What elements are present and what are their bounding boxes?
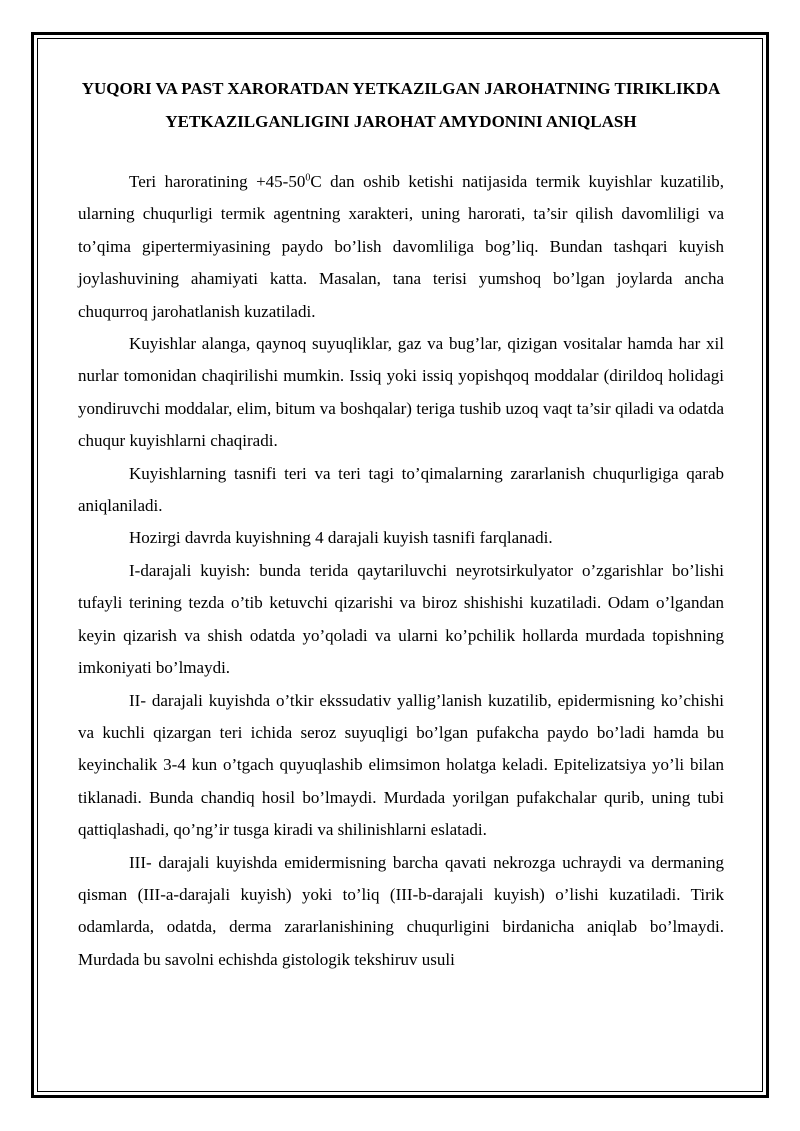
paragraph-degrees: Hozirgi davrda kuyishning 4 darajali kuyish tasnifi farqlanadi. [129,528,553,548]
document-content [78,73,724,976]
document-body [78,166,724,976]
degree-superscript: 0 [305,172,311,184]
paragraph-second-degree: II- darajali kuyishda o’tkir ekssudativ yallig’lanish kuzatilib, epidermisning ko’chishi va kuchli qizargan teri ichida seroz suyuqligi bo’lgan pufakcha paydo bo’ladi hamda bu keyinchalik 3-4 kun o’tgach quyuqlashib elimsimon holatga keladi. Epitelizatsiya yo’li bilan tiklanadi. Bunda chandiq hosil bo’lmaydi. Murdada yorilgan pufakchalar qurib, uning tubi qattiqlashadi, qo’ng’ir tusga kiradi va shilinishlarni eslatadi. [78,690,724,840]
paragraph-first-degree: I-darajali kuyish: bunda terida qaytariluvchi neyrotsirkulyator o’zgarishlar bo’lishi tufayli terining tezda o’tib ketuvchi qizarishi va biroz shishishi kuzatiladi. Odam o’lgandan keyin qizarish va shish odatda yo’qoladi va ularni ko’pchilik hollarda murdada topishning imkoniyati bo’lmaydi. [78,560,724,678]
paragraph-third-degree: III- darajali kuyishda emidermisning barcha qavati nekrozga uchraydi va dermaning qisman (III-a-darajali kuyish) yoki to’liq (III-b-darajali kuyish) o’lishi kuzatiladi. Tirik odamlarda, odatda, derma zararlanishining chuqurligini birdanicha aniqlab bo’lmaydi. Murdada bu savolni echishda gistologik tekshiruv usuli [78,852,724,969]
paragraph-causes: Kuyishlar alanga, qaynoq suyuqliklar, gaz va bug’lar, qizigan vositalar hamda har xil nurlar tomonidan chaqirilishi mumkin. Issiq yoki issiq yopishqoq moddalar (dirildoq holidagi yondiruvchi moddalar, elim, bitum va boshqalar) teriga tushib uzoq vaqt ta’sir qiladi va odatda chuqur kuyishlarni chaqiradi. [78,334,724,451]
paragraph-temperature-start: Teri haroratining +45-50 [129,172,306,191]
document-title: YUQORI VA PAST XARORATDAN YETKAZILGAN JAROHATNING TIRIKLIKDA YETKAZILGANLIGINI JAROHAT AMYDONINI ANIQLASH [81,79,721,131]
paragraph-temperature-rest: C dan oshib ketishi natijasida termik kuyishlar kuzatilib, ularning chuqurligi termik agentning xarakteri, uning harorati, ta’sir qilish davomliligi va to’qima gipertermiyasining paydo bo’lish davomliliga bog’liq. Bundan tashqari kuyish joylashuvining ahamiyati katta. Masalan, tana terisi yumshoq bo’lgan joylarda ancha chuqurroq jarohatlanish kuzatiladi. [78,172,724,321]
paragraph-classification: Kuyishlarning tasnifi teri va teri tagi to’qimalarning zararlanish chuqurligiga qarab aniqlaniladi. [78,463,724,516]
paragraph-temperature [78,166,724,328]
